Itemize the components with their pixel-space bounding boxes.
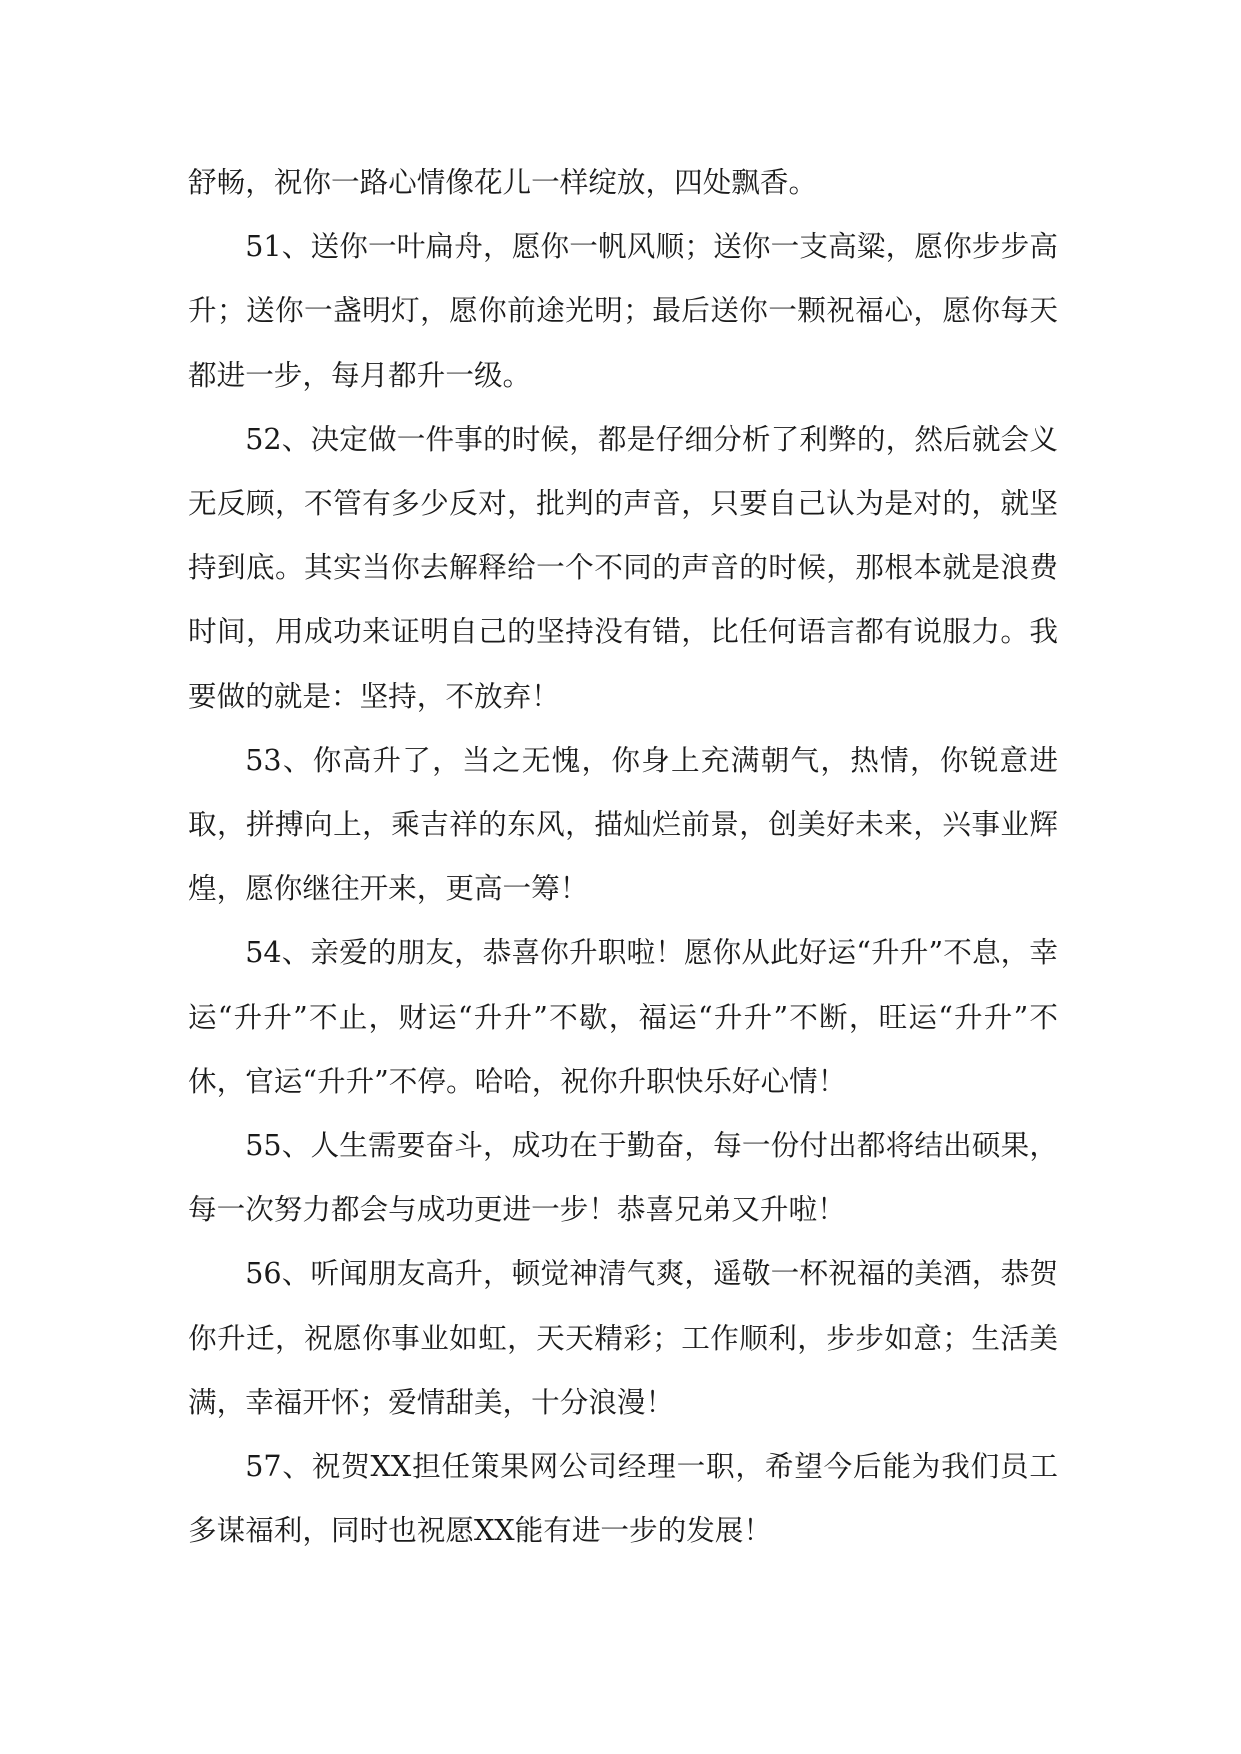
document-body <box>188 150 1058 1562</box>
paragraph-53: 53、你高升了，当之无愧，你身上充满朝气，热情，你锐意进取，拼搏向上，乘吉祥的东风，描灿烂前景，创美好未来，兴事业辉煌，愿你继往开来，更高一筹！ <box>188 742 1058 906</box>
paragraph-56: 56、听闻朋友高升，顿觉神清气爽，遥敬一杯祝福的美酒，恭贺你升迁，祝愿你事业如虹，天天精彩；工作顺利，步步如意；生活美满，幸福开怀；爱情甜美，十分浪漫！ <box>188 1256 1058 1419</box>
paragraph-51: 51、送你一叶扁舟，愿你一帆风顺；送你一支高粱，愿你步步高升；送你一盏明灯，愿你前途光明；最后送你一颗祝福心，愿你每天都进一步，每月都升一级。 <box>188 229 1058 392</box>
paragraph-55: 55、人生需要奋斗，成功在于勤奋，每一份付出都将结出硕果，每一次努力都会与成功更进一步！恭喜兄弟又升啦！ <box>188 1128 1058 1227</box>
paragraph-52: 52、决定做一件事的时候，都是仔细分析了利弊的，然后就会义无反顾，不管有多少反对，批判的声音，只要自己认为是对的，就坚持到底。其实当你去解释给一个不同的声音的时候，那根本就是浪费时间，用成功来证明自己的坚持没有错，比任何语言都有说服力。我要做的就是：坚持，不放弃！ <box>188 421 1058 713</box>
paragraph-54: 54、亲爱的朋友，恭喜你升职啦！愿你从此好运“升升”不息，幸运“升升”不止，财运“升升”不歇，福运“升升”不断，旺运“升升”不休，官运“升升”不停。哈哈，祝你升职快乐好心情！ <box>188 935 1058 1098</box>
paragraph-50-continuation: 舒畅，祝你一路心情像花儿一样绽放，四处飘香。 <box>188 165 818 199</box>
paragraph-57: 57、祝贺XX担任策果网公司经理一职，希望今后能为我们员工多谋福利，同时也祝愿XX能有进一步的发展！ <box>188 1449 1058 1548</box>
